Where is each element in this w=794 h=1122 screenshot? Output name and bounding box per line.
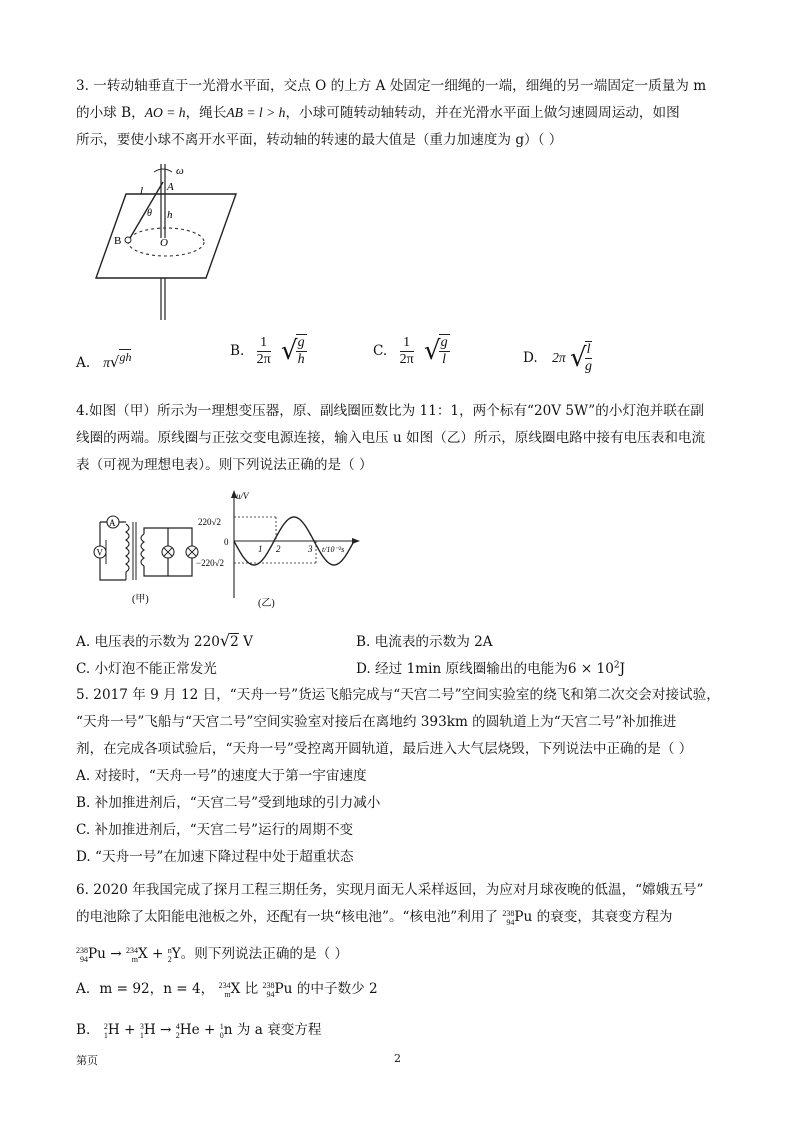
- q6-equation: 238 94 Pu → 234 m X + n 2 Y。则下列说法正确的是（ ）: [76, 945, 349, 964]
- footer-label: 第页: [76, 1054, 98, 1067]
- page-number: 2: [394, 1052, 401, 1065]
- graph-ymin: −220√2: [196, 558, 225, 568]
- q3-option-a: A. π√gh: [76, 350, 132, 371]
- q4-option-d: D. 经过 1min 原线圈输出的电能为$6 \times 10^2J$: [356, 660, 626, 677]
- q3-ao-expr: AO = h: [144, 105, 186, 120]
- graph-xlabel: t/10⁻²s: [322, 545, 345, 554]
- q3-option-d: D. 2π √ $\frac{l}{g}$: [523, 342, 593, 374]
- q3-figure: [88, 160, 238, 325]
- q4-circuit-figure: [88, 500, 206, 610]
- omega-label: ω: [176, 165, 184, 177]
- graph-t1: 1: [258, 544, 263, 554]
- graph-origin: 0: [224, 537, 229, 547]
- q4-line-1: 4.如图（甲）所示为一理想变压器，原、副线圈匝数比为 11：1，两个标有“20V 5W”的小灯泡并联在副: [76, 403, 705, 419]
- q3-ab-expr: AB = l > h: [226, 105, 286, 120]
- q5-line-3: 剂，在完成各项试验后，“天舟一号”受控离开圆轨道，最后进入大气层烧毁，下列说法中正确的是（ ）: [76, 741, 693, 757]
- A-label: A: [167, 181, 174, 193]
- fig-yi-label: (乙): [258, 598, 275, 609]
- q6-line-2: 的电池除了太阳能电池板之外，还配有一块“核电池”。“核电池”利用了 238 94 Pu 的衰变，其衰变方程为: [76, 908, 673, 927]
- q5-line-1: 5. 2017 年 9 月 12 日，“天舟一号”货运飞船完成与“天宫二号”空间实验室的绕飞和第二次交会对接试验，: [76, 687, 720, 703]
- l-label: l: [140, 185, 144, 197]
- O-label: O: [160, 237, 168, 249]
- voltmeter-label: V: [96, 547, 103, 558]
- q4-option-b: B. 电流表的示数为 2A: [356, 634, 493, 650]
- pu-nuclide: 238 94: [502, 908, 515, 927]
- q5-option-b: B. 补加推进剂后，“天宫二号”受到地球的引力减小: [76, 795, 381, 811]
- ammeter-label: A: [109, 518, 116, 528]
- B-label: B: [114, 235, 122, 247]
- graph-ylabel: u/V: [236, 491, 249, 501]
- q5-option-d: D. “天舟一号”在加速下降过程中处于超重状态: [76, 849, 354, 865]
- q3-option-c: C. $\frac{1}{2\pi}$ √ $\frac{g}{l}$: [373, 334, 448, 367]
- q4-option-c: C. 小灯泡不能正常发光: [76, 661, 217, 677]
- q3-line-3: 所示，要使小球不离开水平面，转动轴的转速的最大值是（重力加速度为 g）（ ）: [76, 132, 563, 148]
- q4-voltage-graph: [196, 490, 366, 612]
- graph-t3: 3: [308, 544, 313, 554]
- h-label: h: [167, 209, 173, 221]
- fig-jia-label: (甲): [132, 594, 149, 605]
- q6-line-1: 6. 2020 年我国完成了探月工程三期任务，实现月面无人采样返回，为应对月球夜晚的低温，“嫦娥五号”: [76, 882, 704, 898]
- graph-ymax: 220√2: [198, 517, 221, 527]
- theta-label: θ: [147, 208, 152, 219]
- q6-option-a: A．m = 92，n = 4， 234 m X 比 238 94 Pu 的中子数少 2: [76, 980, 378, 999]
- q3-line-1: 3. 一转动轴垂直于一光滑水平面，交点 O 的上方 A 处固定一细绳的一端，细绳的另一端固定一质量为 m: [76, 78, 707, 94]
- graph-t2: 2: [276, 544, 281, 554]
- q4-line-3: 表（可视为理想电表）。则下列说法正确的是（ ）: [76, 457, 373, 473]
- q6-option-b: B． 2 1 H + 3 1 H → 4 2 He + 1 0 n 为 a 衰变方程: [76, 1021, 322, 1040]
- q4-option-a: A. 电压表的示数为 220√2 V: [76, 631, 253, 650]
- q5-option-a: A. 对接时，“天舟一号”的速度大于第一宇宙速度: [76, 768, 367, 784]
- q3-option-b: B. $\frac{1}{2\pi}$ √ $\frac{g}{h}$: [230, 334, 305, 367]
- q4-line-2: 线圈的两端。原线圈与正弦交变电源连接，输入电压 u 如图（乙）所示，原线圈电路中接有电压表和电流: [76, 430, 706, 446]
- q5-line-2: “天舟一号”飞船与“天宫二号”空间实验室对接后在离地约 393km 的圆轨道上为“天宫二号”补加推进: [76, 714, 677, 730]
- q5-option-c: C. 补加推进剂后，“天宫二号”运行的周期不变: [76, 822, 354, 838]
- q3-line-2: 的小球 B，AO = h，绳长AB = l > h，小球可随转动轴转动，并在光滑水平面上做匀速圆周运动，如图: [76, 105, 680, 121]
